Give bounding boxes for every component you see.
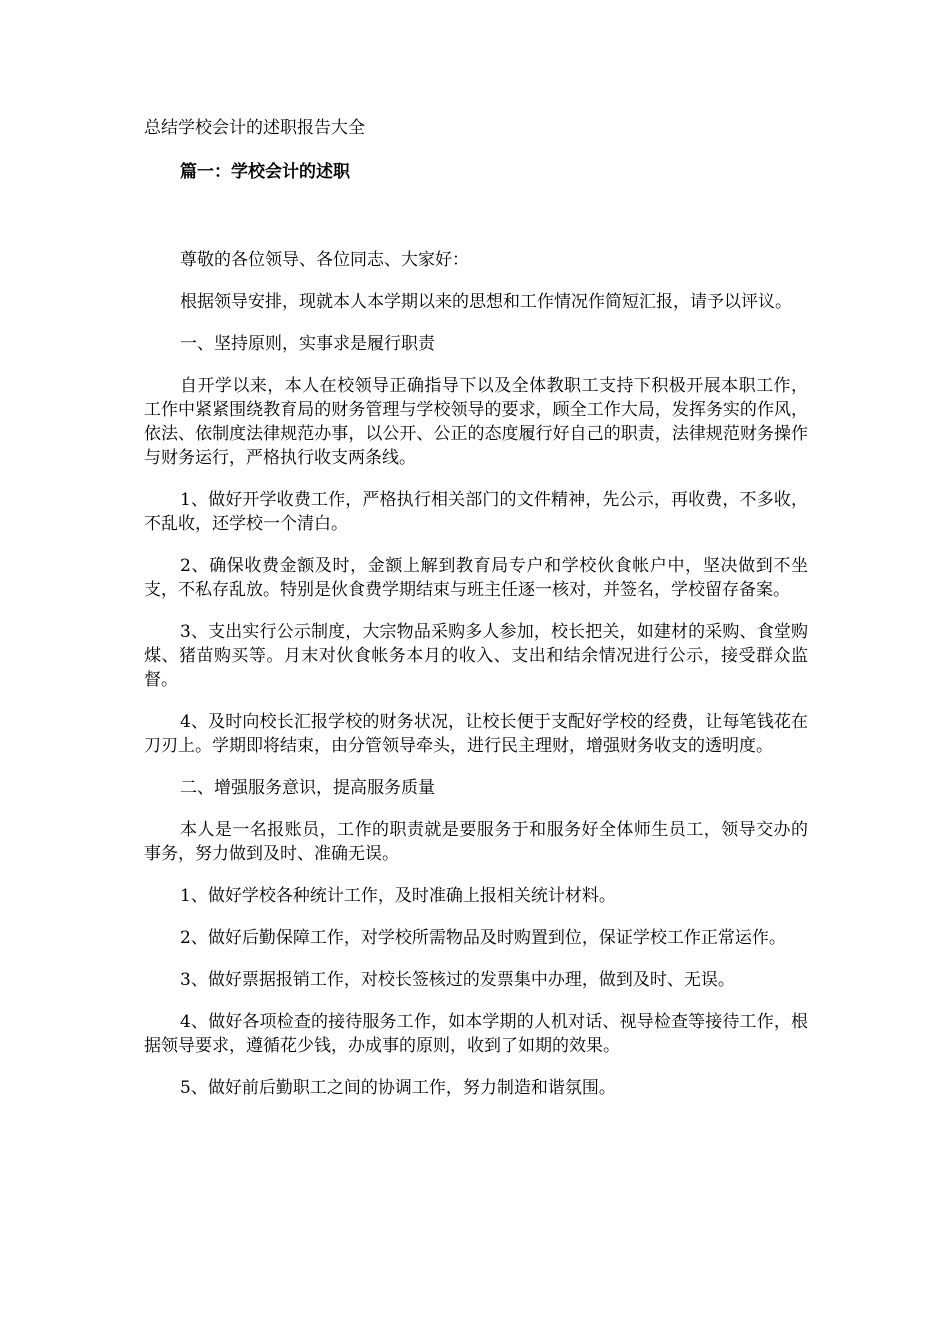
heading-part-two: 二、增强服务意识，提高服务质量 bbox=[180, 778, 435, 798]
body-paragraph: 本人是一名报账员，工作的职责就是要服务于和服务好全体师生员工，领导交办的事务，努力做到及时、准确无误。 bbox=[144, 820, 808, 864]
list-item: 3、做好票据报销工作，对校长签核过的发票集中办理，做到及时、无误。 bbox=[180, 970, 735, 990]
list-item: 1、做好学校各种统计工作，及时准确上报相关统计材料。 bbox=[180, 886, 616, 906]
intro-paragraph: 根据领导安排，现就本人本学期以来的思想和工作情况作简短汇报，请予以评议。 bbox=[180, 292, 792, 312]
document-body bbox=[144, 248, 808, 1118]
salutation-paragraph: 尊敬的各位领导、各位同志、大家好： bbox=[180, 250, 469, 270]
list-item: 2、做好后勤保障工作，对学校所需物品及时购置到位，保证学校工作正常运作。 bbox=[180, 928, 786, 948]
heading-part-one: 一、坚持原则，实事求是履行职责 bbox=[180, 334, 435, 354]
list-item: 4、做好各项检查的接待服务工作，如本学期的人机对话、视导检查等接待工作，根据领导要求，遵循花少钱，办成事的原则，收到了如期的效果。 bbox=[144, 1012, 808, 1056]
list-item: 2、确保收费金额及时，金额上解到教育局专户和学校伙食帐户中，坚决做到不坐支，不私存乱放。特别是伙食费学期结束与班主任逐一核对，并签名，学校留存备案。 bbox=[144, 556, 808, 600]
list-item: 4、及时向校长汇报学校的财务状况，让校长便于支配好学校的经费，让每笔钱花在刀刃上。学期即将结束，由分管领导牵头，进行民主理财，增强财务收支的透明度。 bbox=[144, 712, 808, 756]
list-item: 5、做好前后勤职工之间的协调工作，努力制造和谐氛围。 bbox=[180, 1078, 616, 1098]
document-title: 总结学校会计的述职报告大全 bbox=[144, 118, 365, 138]
section-heading: 篇一：学校会计的述职 bbox=[180, 162, 350, 182]
list-item: 3、支出实行公示制度，大宗物品采购多人参加，校长把关，如建材的采购、食堂购煤、猪苗购买等。月末对伙食帐务本月的收入、支出和结余情况进行公示，接受群众监督。 bbox=[144, 622, 808, 690]
list-item: 1、做好开学收费工作，严格执行相关部门的文件精神，先公示，再收费，不多收，不乱收，还学校一个清白。 bbox=[144, 490, 808, 534]
body-paragraph: 自开学以来，本人在校领导正确指导下以及全体教职工支持下积极开展本职工作，工作中紧紧围绕教育局的财务管理与学校领导的要求，顾全工作大局，发挥务实的作风，依法、依制度法律规范办事，以公开、公正的态度履行好自己的职责，法律规范财务操作与财务运行，严格执行收支两条线。 bbox=[144, 376, 808, 468]
